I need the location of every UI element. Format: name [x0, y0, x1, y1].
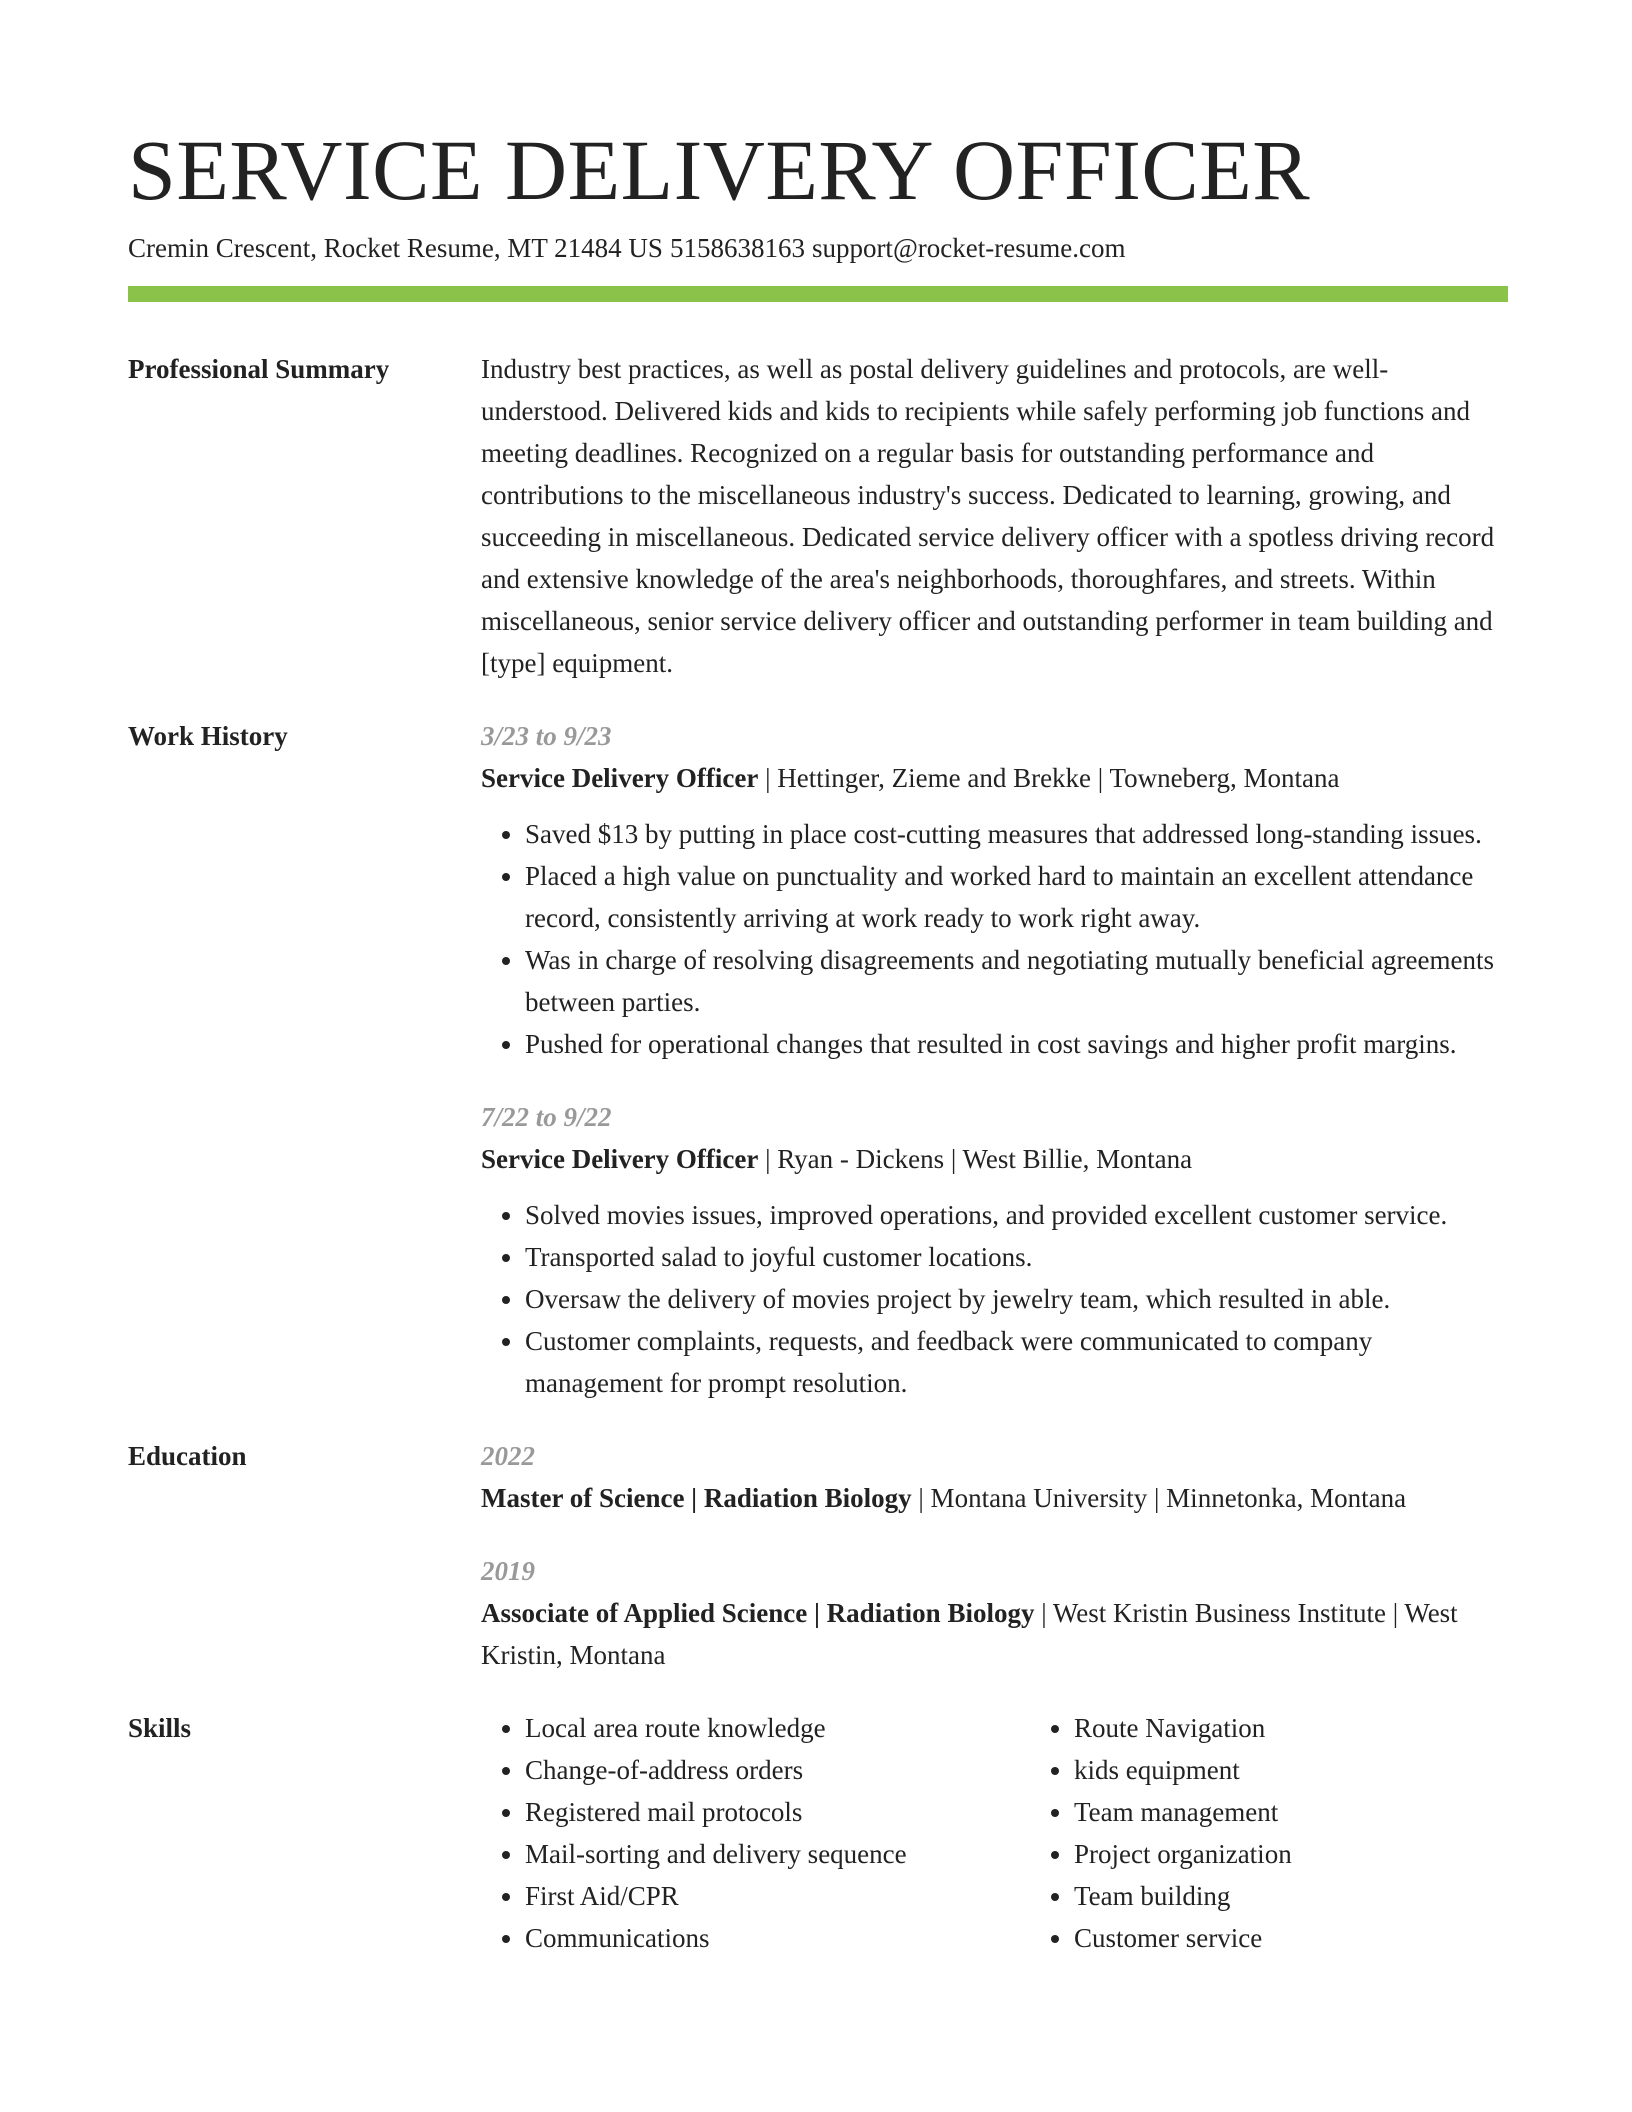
job-title: Service Delivery Officer — [481, 763, 759, 793]
job-heading — [481, 1138, 1508, 1180]
list-item: • Route Navigation — [1074, 1707, 1579, 1749]
list-item: • First Aid/CPR — [525, 1875, 1030, 1917]
page-title: SERVICE DELIVERY OFFICER — [128, 122, 1311, 218]
job-details: | Hettinger, Zieme and Brekke | Towneberg, Montana — [758, 763, 1340, 793]
skills-section — [128, 1707, 1508, 1959]
education-year: 2019 — [481, 1556, 535, 1586]
list-item: • Team building — [1074, 1875, 1579, 1917]
skills-columns — [481, 1707, 1579, 1959]
education-entry — [481, 1550, 1508, 1676]
contact-email: support@rocket-resume.com — [811, 233, 1126, 263]
job-bullets — [481, 1194, 1508, 1404]
education-heading — [481, 1477, 1508, 1519]
skills-list-left — [481, 1707, 1030, 1959]
list-item: • Registered mail protocols — [525, 1791, 1030, 1833]
list-item: • Customer service — [1074, 1917, 1579, 1959]
list-item: • Was in charge of resolving disagreements and negotiating mutually beneficial agreements between parties. — [525, 939, 1508, 1023]
education-details: | West Kristin Business Institute | West Kristin, Montana — [481, 1598, 1458, 1670]
section-label-work: Work History — [128, 721, 288, 751]
list-item: • kids equipment — [1074, 1749, 1579, 1791]
section-label-skills: Skills — [128, 1713, 192, 1743]
job-dates: 3/23 to 9/23 — [481, 721, 612, 751]
list-item: • Change-of-address orders — [525, 1749, 1030, 1791]
list-item: • Saved $13 by putting in place cost-cutting measures that addressed long-standing issues. — [525, 813, 1508, 855]
list-item: • Transported salad to joyful customer locations. — [525, 1236, 1508, 1278]
summary-section — [128, 348, 1508, 684]
job-title: Service Delivery Officer — [481, 1144, 759, 1174]
job-bullets — [481, 813, 1508, 1065]
summary-text: Industry best practices, as well as postal delivery guidelines and protocols, are well-understood. Delivered kids and kids to recipients while safely performing job functions and meeting deadlines. Recognized on a regular basis for outstanding performance and contributions to the miscellaneous industry's success. Dedicated to learning, growing, and succeeding in miscellaneous. Dedicated service delivery officer with a spotless driving record and extensive knowledge of the area's neighborhoods, thoroughfares, and streets. Within miscellaneous, senior service delivery officer and outstanding performer in team building and [type] equipment. — [481, 354, 1495, 678]
list-item: • Oversaw the delivery of movies project by jewelry team, which resulted in able. — [525, 1278, 1508, 1320]
job-details: | Ryan - Dickens | West Billie, Montana — [758, 1144, 1193, 1174]
section-label-education: Education — [128, 1441, 247, 1471]
list-item: • Mail-sorting and delivery sequence — [525, 1833, 1030, 1875]
education-year: 2022 — [481, 1441, 535, 1471]
resume-page — [128, 120, 1508, 1959]
job-dates: 7/22 to 9/22 — [481, 1102, 612, 1132]
list-item: • Team management — [1074, 1791, 1579, 1833]
list-item: • Placed a high value on punctuality and worked hard to maintain an excellent attendance record, consistently arriving at work ready to work right away. — [525, 855, 1508, 939]
list-item: • Solved movies issues, improved operations, and provided excellent customer service. — [525, 1194, 1508, 1236]
job-heading — [481, 757, 1508, 799]
contact-line — [128, 230, 1508, 266]
list-item: • Local area route knowledge — [525, 1707, 1030, 1749]
section-label-summary: Professional Summary — [128, 354, 390, 384]
contact-address: Cremin Crescent, Rocket Resume, MT 21484 US — [128, 233, 663, 263]
list-item: • Customer complaints, requests, and feedback were communicated to company management for prompt resolution. — [525, 1320, 1508, 1404]
education-heading — [481, 1592, 1508, 1676]
list-item: • Communications — [525, 1917, 1030, 1959]
job-entry — [481, 1096, 1508, 1404]
education-section — [128, 1435, 1508, 1676]
education-details: | Montana University | Minnetonka, Montana — [911, 1483, 1407, 1513]
education-degree: Associate of Applied Science | Radiation Biology — [481, 1598, 1035, 1628]
education-entry — [481, 1435, 1508, 1519]
contact-phone: 5158638163 — [669, 233, 805, 263]
work-history-section — [128, 715, 1508, 1404]
list-item: • Project organization — [1074, 1833, 1579, 1875]
header-divider — [128, 286, 1508, 302]
education-degree: Master of Science | Radiation Biology — [481, 1483, 912, 1513]
list-item: • Pushed for operational changes that resulted in cost savings and higher profit margins. — [525, 1023, 1508, 1065]
skills-list-right — [1030, 1707, 1579, 1959]
job-entry — [481, 715, 1508, 1065]
